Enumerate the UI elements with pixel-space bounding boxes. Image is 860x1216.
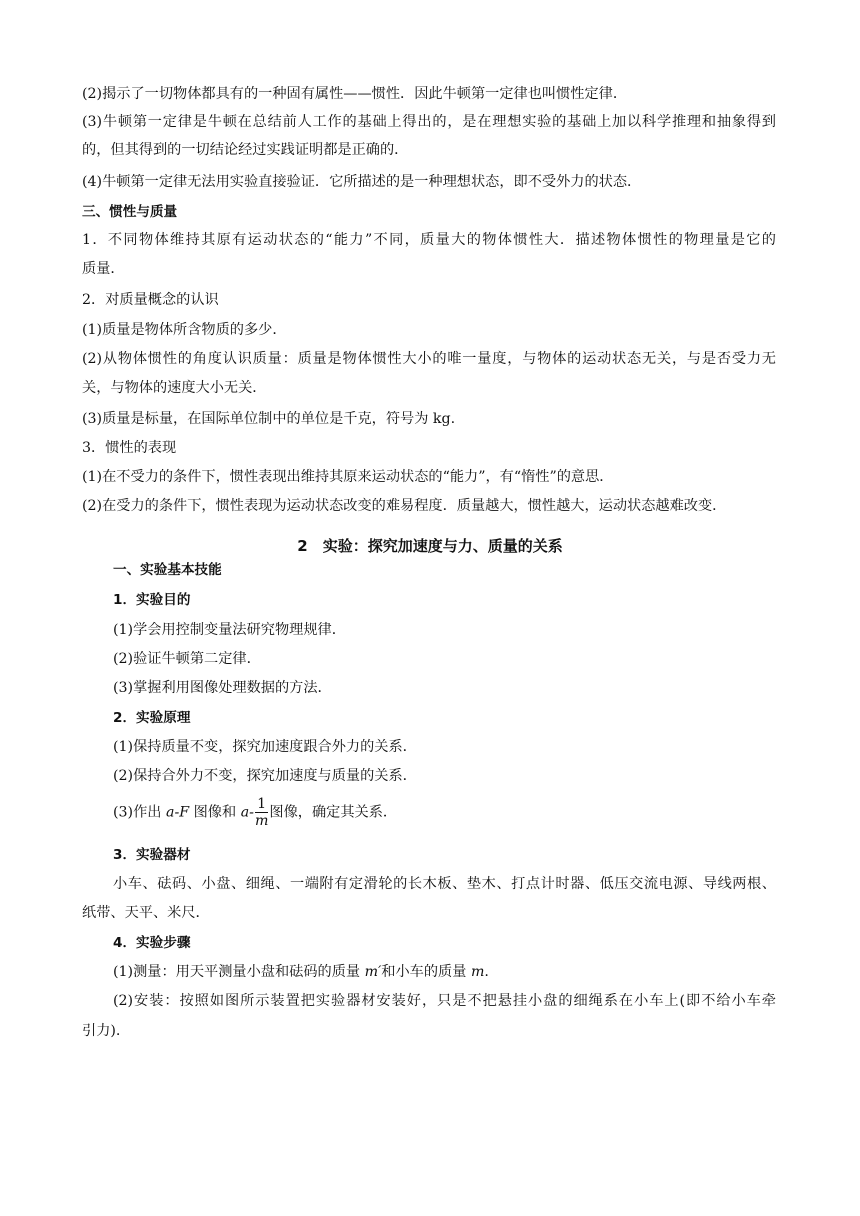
text-line: (2)揭示了一切物体都具有的一种固有属性——惯性．因此牛顿第一定律也叫惯性定律． — [82, 86, 628, 102]
text-line: (1)保持质量不变，探究加速度跟合外力的关系． — [113, 739, 417, 755]
text-line: (1)质量是物体所含物质的多少． — [82, 322, 287, 338]
text-line: (2)验证牛顿第二定律． — [113, 651, 261, 667]
text-line: 2．对质量概念的认识 — [82, 292, 219, 308]
math-var: m′ — [364, 964, 382, 980]
text-run: (1)测量：用天平测量小盘和砝码的质量 — [113, 964, 365, 980]
subsection-heading: 3．实验器材 — [113, 847, 191, 863]
math-var: a-F — [165, 804, 190, 821]
text-line: (2)安装：按照如图所示装置把实验器材安装好，只是不把悬挂小盘的细绳系在小车上(即不给小车牵 — [113, 993, 776, 1009]
fraction-denominator: m — [254, 813, 269, 829]
section-title: 2 实验：探究加速度与力、质量的关系 — [297, 537, 563, 555]
text-run: 图像，确定其关系． — [269, 804, 398, 821]
fraction-numerator: 1 — [255, 796, 268, 813]
formula-line — [113, 796, 813, 829]
text-run: (3)作出 — [113, 804, 166, 821]
text-line: (2)在受力的条件下，惯性表现为运动状态改变的难易程度．质量越大，惯性越大，运动状态越难改变． — [82, 498, 727, 514]
text-line: (2)保持合外力不变，探究加速度与质量的关系． — [113, 768, 417, 784]
text-line: (1)学会用控制变量法研究物理规律． — [113, 622, 346, 638]
text-run: 和小车的质量 — [381, 964, 471, 980]
text-line: (1)在不受力的条件下，惯性表现出维持其原来运动状态的“能力”，有“惰性”的意思． — [82, 469, 614, 485]
text-line: 1．不同物体维持其原有运动状态的“能力”不同，质量大的物体惯性大．描述物体惯性的物理量是它的 — [82, 232, 776, 248]
math-var: m — [470, 964, 485, 980]
section-heading: 三、惯性与质量 — [82, 204, 178, 220]
text-line — [113, 962, 813, 982]
text-line: 关，与物体的速度大小无关． — [82, 380, 267, 396]
text-run: 图像和 — [189, 804, 241, 821]
text-line: (4)牛顿第一定律无法用实验直接验证．它所描述的是一种理想状态，即不受外力的状态． — [82, 174, 642, 190]
text-line: (3)牛顿第一定律是牛顿在总结前人工作的基础上得出的，是在理想实验的基础上加以科学推理和抽象得到 — [82, 114, 776, 130]
text-line: (3)质量是标量，在国际单位制中的单位是千克，符号为 kg. — [82, 411, 456, 427]
subsection-heading: 4．实验步骤 — [113, 935, 191, 951]
text-line: 纸带、天平、米尺． — [82, 905, 210, 921]
text-line: 的，但其得到的一切结论经过实践证明都是正确的． — [82, 142, 409, 158]
text-line: (2)从物体惯性的角度认识质量：质量是物体惯性大小的唯一量度，与物体的运动状态无关，与是否受力无 — [82, 351, 776, 367]
text-run: . — [484, 964, 489, 980]
text-line: (3)掌握利用图像处理数据的方法． — [113, 680, 332, 696]
text-line: 质量． — [82, 261, 125, 277]
subsection-heading: 2．实验原理 — [113, 710, 191, 726]
subsection-heading: 1．实验目的 — [113, 592, 191, 608]
text-line: 3．惯性的表现 — [82, 440, 177, 456]
fraction — [255, 796, 268, 829]
text-line: 引力). — [82, 1023, 121, 1039]
section-heading: 一、实验基本技能 — [113, 562, 222, 578]
math-var: a- — [240, 804, 254, 821]
text-line: 小车、砝码、小盘、细绳、一端附有定滑轮的长木板、垫木、打点计时器、低压交流电源、导线两根、 — [113, 876, 776, 892]
